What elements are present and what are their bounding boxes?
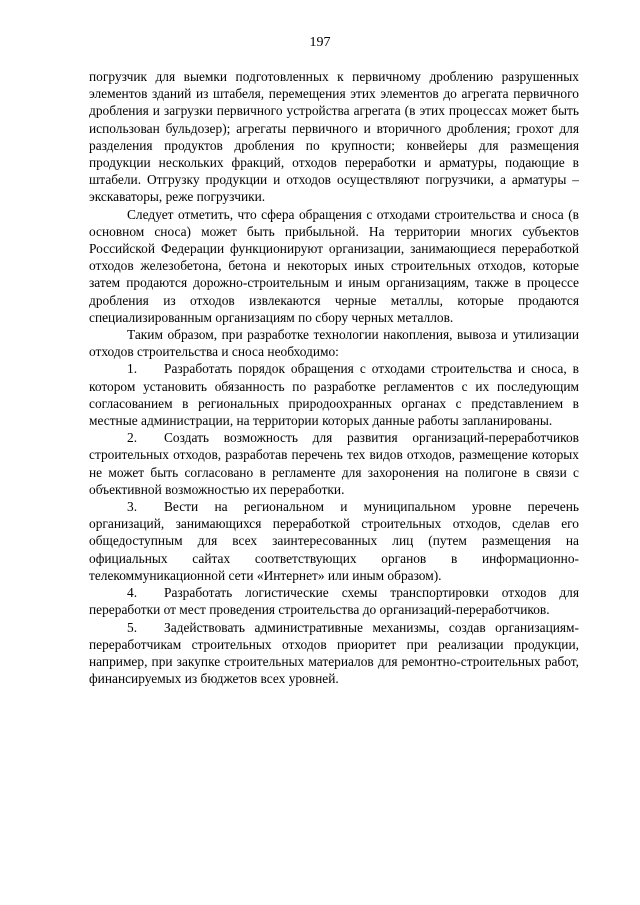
list-item: [89, 584, 579, 618]
paragraph: Следует отметить, что сфера обращения с отходами строительства и сноса (в основном сноса) может быть прибыльной. На территории многих субъектов Российской Федерации функционируют организации, занимающиеся переработкой отходов железобетона, бетона и некоторых иных строительных отходов, которые затем продаются дорожно-строительным и иным организациям, также в процессе дробления из отходов извлекаются черные металлы, которые продаются специализированным организациям по сбору черных металлов.: [89, 206, 579, 325]
list-item-text: Разработать порядок обращения с отходами строительства и сноса, в котором установить обязанность по разработке регламентов с их последующим согласованием в региональных природоохранных органах с представлением в местные администрации, на территории которых данные работы запланированы.: [89, 361, 579, 429]
list-item-number: 3.: [127, 499, 138, 515]
list-item-text: Задействовать административные механизмы, создав организациям-переработчикам строительных отходов приоритет при реализации продукции, например, при закупке строительных материалов для ремонтно-строительных работ, финансируемых из бюджетов всех уровней.: [89, 619, 579, 687]
list-item: [89, 498, 579, 584]
list-item-number: 1.: [127, 361, 138, 377]
list-item-text: Создать возможность для развития организаций-переработчиков строительных отходов, разработав перечень тех видов отходов, размещение которых не может быть согласовано в регламенте для захоронения на полигоне в связи с объективной возможностью их переработки.: [89, 430, 579, 497]
list-item: [89, 619, 579, 688]
page-number: 197: [309, 35, 331, 50]
list-item: [89, 429, 579, 498]
list-item-text: Вести на региональном и муниципальном уровне перечень организаций, занимающихся переработкой строительных отходов, сделав его общедоступным для всех заинтересованных лиц (путем размещения на официальных сайтах соответствующих органов в информационно-телекоммуникационной сети «Интернет» или иным образом).: [89, 499, 579, 583]
list-item-number: 2.: [127, 430, 138, 446]
list-item-number: 4.: [127, 585, 138, 601]
paragraph: Таким образом, при разработке технологии накопления, вывоза и утилизации отходов строительства и сноса необходимо:: [89, 327, 579, 360]
paragraph-continuation: погрузчик для выемки подготовленных к первичному дроблению разрушенных элементов зданий из штабеля, перемещения этих элементов до агрегата первичного дробления и загрузки первичного устройства агрегата (в этих процессах может быть использован бульдозер); агрегаты первичного и вторичного дробления; грохот для разделения продуктов дробления по крупности; конвейеры для размещения продукции нескольких фракций, отходов переработки и арматуры, подающие в штабели. Отгрузку продукции и отходов осуществляют погрузчики, а арматуры – экскаваторы, реже погрузчики.: [89, 69, 579, 205]
list-item-number: 5.: [127, 619, 138, 635]
list-item-text: Разработать логистические схемы транспортировки отходов для переработки от мест проведения строительства до организаций-переработчиков.: [89, 585, 579, 618]
body-text: [89, 68, 579, 687]
list-item: [89, 360, 579, 429]
